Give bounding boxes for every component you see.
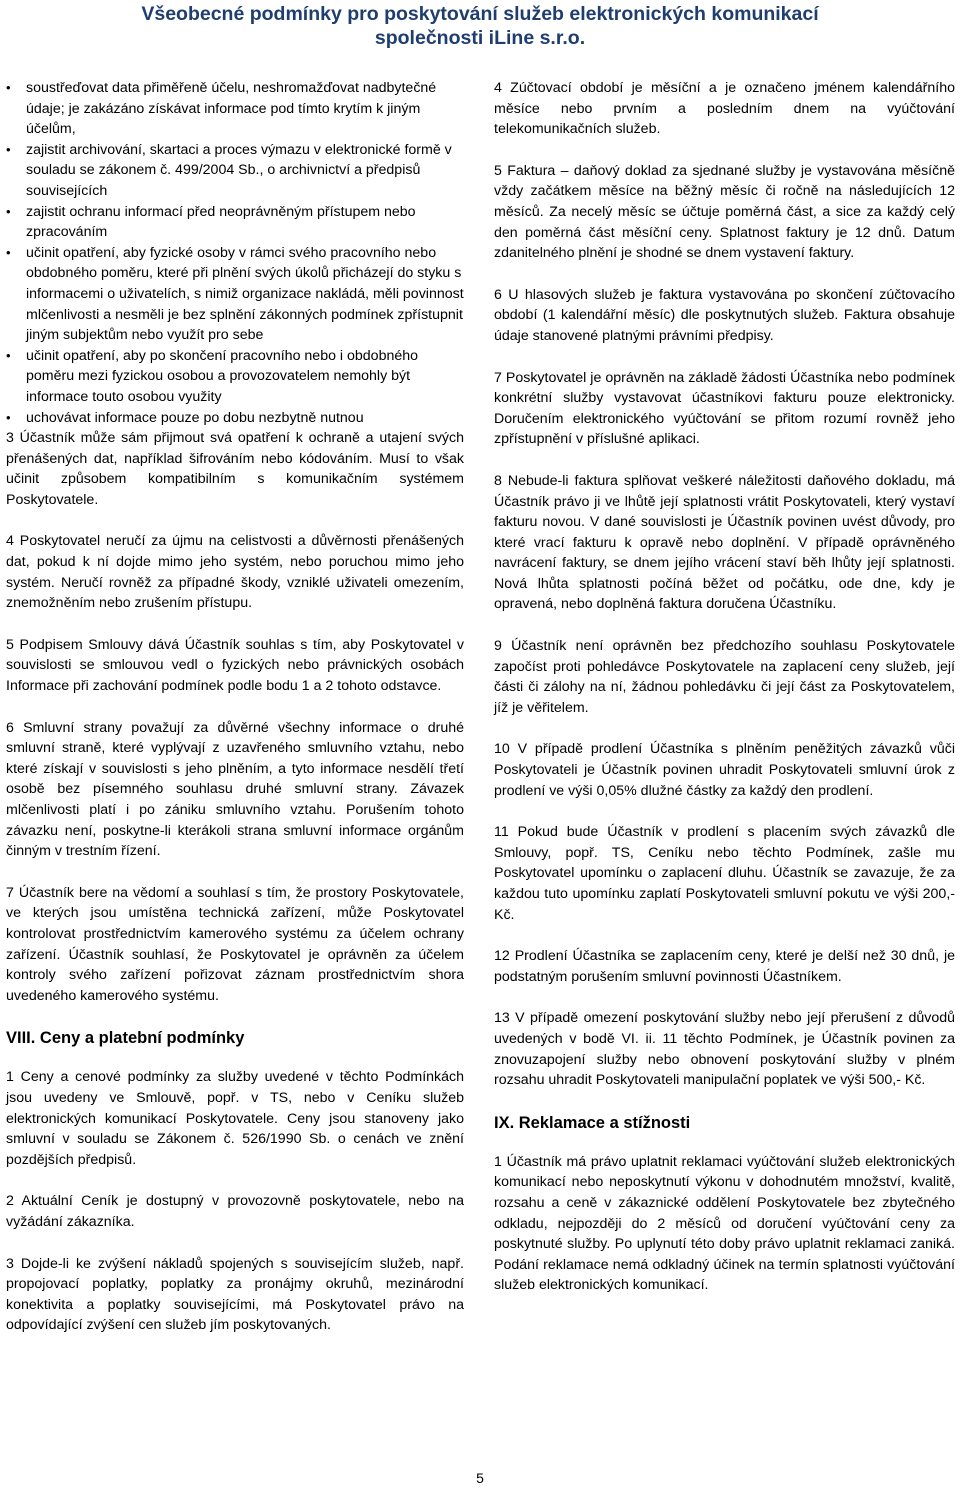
bullet-item: • soustřeďovat data přiměřeně účelu, neshromažďovat nadbytečné údaje; je zakázáno získávat informace pod tímto krytím k jiným účelům, — [6, 78, 464, 140]
bullet-item: • zajistit ochranu informací před neoprávněným přístupem nebo zpracováním — [6, 202, 464, 243]
paragraph: 4 Poskytovatel neručí za újmu na celistvosti a důvěrnosti přenášených dat, pokud k ní dojde mimo jeho systém, nebo poruchou mimo jeho systém. Neručí rovněž za případné škody, vzniklé uživateli omezením, znemožněním nebo zrušením přístupu. — [6, 533, 464, 612]
left-column — [6, 78, 464, 1336]
paragraph: 3 Dojde-li ke zvýšení nákladů spojených s souvisejícím služeb, např. propojovací poplatky, poplatky za pronájmy okruhů, mezinárodní konektivita a poplatky souvisejícími, má Poskytovatel právo na odpovídající zvýšení cen služeb jím poskytovaných. — [6, 1255, 464, 1334]
paragraph: 6 Smluvní strany považují za důvěrné všechny informace o druhé smluvní straně, které vyplývají z uzavřeného smluvního vztahu, nebo které získají v souvislosti s jeho plněním, a tyto informace nesdělí třetí osobě bez písemného souhlasu druhé smluvní strany. Závazek mlčenlivosti platí i po zániku smluvního vztahu. Porušením tohoto závazku není, poskytne-li kterákoli strana smluvní informace orgánům činným v trestním řízení. — [6, 719, 464, 860]
header-title-line1: Všeobecné podmínky pro poskytování služeb elektronických komunikací — [141, 3, 819, 25]
bullet-item: • učinit opatření, aby po skončení pracovního nebo i obdobného poměru mezi fyzickou osobou a provozovatelem nemohly být informace touto osobou využity — [6, 346, 464, 408]
section-heading-ix: IX. Reklamace a stížnosti — [494, 1113, 691, 1132]
paragraph: 9 Účastník není oprávněn bez předchozího souhlasu Poskytovatele započíst proti pohledávce Poskytovatele na zaplacení ceny služeb, její části či zálohy na ní, žádnou pohledávku či její část za Poskytovatelem, jíž je věřitelem. — [494, 638, 955, 716]
paragraph: 7 Účastník bere na vědomí a souhlasí s tím, že prostory Poskytovatele, ve kterých jsou umístěna technická zařízení, může Poskytovatel kontrolovat prostřednictvím kamerového systému za účelem ochrany zařízení. Účastník souhlasí, že Poskytovatel je oprávněn za účelem kontroly svého zařízení pořizovat záznam prostřednictvím shora uvedeného kamerového systému. — [6, 884, 464, 1004]
paragraph: 1 Účastník má právo uplatnit reklamaci vyúčtování služeb elektronických komunikací nebo neposkytnutí výkonu v dohodnutém množství, kvalitě, rozsahu a ceně v zákaznické oddělení Poskytovatele bez zbytečného odkladu, nejpozději do 2 měsíců od doručení vyúčtování ceny za poskytnuté služby. Po uplynutí této doby právo uplatnit reklamaci zaniká. Podání reklamace nemá odkladný účinek na termín splatnosti vyúčtování služeb elektronických komunikací. — [494, 1153, 955, 1294]
page-number: 5 — [476, 1470, 484, 1486]
paragraph: 4 Zúčtovací období je měsíční a je označeno jménem kalendářního měsíce nebo prvním a posledním dnem na vyúčtování telekomunikačních služeb. — [494, 80, 955, 138]
paragraph: 6 U hlasových služeb je faktura vystavována po skončení zúčtovacího období (1 kalendářní měsíc) dle poskytnutých služeb. Faktura obsahuje údaje stanovené platnými právními předpisy. — [494, 286, 955, 344]
paragraph: 3 Účastník může sám přijmout svá opatření k ochraně a utajení svých přenášených dat, například šifrováním nebo kódováním. Musí to však učinit způsobem kompatibilním s komunikačním systémem Poskytovatele. — [6, 430, 464, 508]
paragraph: 5 Podpisem Smlouvy dává Účastník souhlas s tím, aby Poskytovatel v souvislosti se smlouvou vedl o fyzických nebo právnických osobách Informace při zachování podmínek podle bodu 1 a 2 tohoto odstavce. — [6, 636, 464, 695]
paragraph: 1 Ceny a cenové podmínky za služby uvedené v těchto Podmínkách jsou uvedeny ve Smlouvě, popř. v TS, nebo v Ceníku služeb elektronických komunikací Poskytovatele. Ceny jsou stanoveny jako smluvní v souladu se Zákonem č. 526/1990 Sb. o cenách ve znění pozdějších předpisů. — [6, 1069, 464, 1168]
obligations-bullet-list — [6, 78, 464, 428]
paragraph: 7 Poskytovatel je oprávněn na základě žádosti Účastníka nebo podmínek konkrétní služby vystavovat účastníkovi fakturu pouze elektronicky. Doručením elektronického vyúčtování se přitom rozumí rovněž jeho zpřístupnění v příslušné aplikaci. — [494, 369, 955, 448]
paragraph: 2 Aktuální Ceník je dostupný v provozovně poskytovatele, nebo na vyžádání zákazníka. — [6, 1193, 464, 1230]
header-title-line2: společnosti iLine s.r.o. — [374, 27, 586, 49]
bullet-item: • zajistit archivování, skartaci a proces výmazu v elektronické formě v souladu se zákonem č. 499/2004 Sb., o archivnictví a předpisů souvisejících — [6, 140, 464, 202]
bullet-item: • uchovávat informace pouze po dobu nezbytně nutnou — [6, 408, 464, 429]
paragraph: 10 V případě prodlení Účastníka s plněním peněžitých závazků vůči Poskytovateli je Účastník povinen uhradit Poskytovateli smluvní úrok z prodlení ve výši 0,05% dlužné částky za každý den prodlení. — [494, 741, 955, 799]
paragraph: 11 Pokud bude Účastník v prodlení s placením svých závazků dle Smlouvy, popř. TS, Ceníku nebo těchto Podmínek, zašle mu Poskytovatel upomínku o zaplacení dluhu. Účastník se zavazuje, že za každou tuto upomínku zaplatí Poskytovateli smluvní pokutu ve výši 200,- Kč. — [494, 824, 955, 923]
right-column — [494, 78, 955, 1296]
paragraph: 12 Prodlení Účastníka se zaplacením ceny, které je delší než 30 dnů, je podstatným porušením smluvní povinnosti Účastníkem. — [494, 948, 955, 985]
document-header — [0, 2, 960, 50]
bullet-item: • učinit opatření, aby fyzické osoby v rámci svého pracovního nebo obdobného poměru, které při plnění svých úkolů přicházejí do styku s informacemi o uživatelích, s nimiž organizace nakládá, měli povinnost mlčenlivosti a nesměli je bez splnění zákonných podmínek zpřístupnit jiným subjektům nebo využít pro sebe — [6, 243, 464, 346]
section-heading-viii: VIII. Ceny a platební podmínky — [6, 1029, 245, 1048]
paragraph: 8 Nebude-li faktura splňovat veškeré náležitosti daňového dokladu, má Účastník právo ji ve lhůtě její splatnosti vrátit Poskytovateli, který vystaví fakturu novou. V dané souvislosti je Účastník povinen uvést důvody, pro které vrací fakturu k opravě nebo doplnění. V případě oprávněného navrácení faktury, se dnem jejího vrácení staví běh lhůty její splatnosti. Nová lhůta splatnosti počíná běžet od počátku, ode dne, kdy je opravená, nebo doplněná faktura doručena Účastníku. — [494, 472, 955, 613]
paragraph: 13 V případě omezení poskytování služby nebo její přerušení z důvodů uvedených v bodě VI. ii. 11 těchto Podmínek, je Účastník povinen za znovuzapojení služby nebo obnovení poskytování služby v plném rozsahu uhradit Poskytovateli manipulační poplatek ve výši 500,- Kč. — [494, 1010, 955, 1089]
paragraph: 5 Faktura – daňový doklad za sjednané služby je vystavována měsíčně vždy začátkem měsíce na běžný měsíc či ročně na následujících 12 měsíců. Za necelý měsíc se účtuje poměrná část, a sice za každý celý den poměrná část měsíční ceny. Splatnost faktury je 12 dnů. Datum zdanitelného plnění je shodné se dnem vystavení faktury. — [494, 162, 955, 262]
